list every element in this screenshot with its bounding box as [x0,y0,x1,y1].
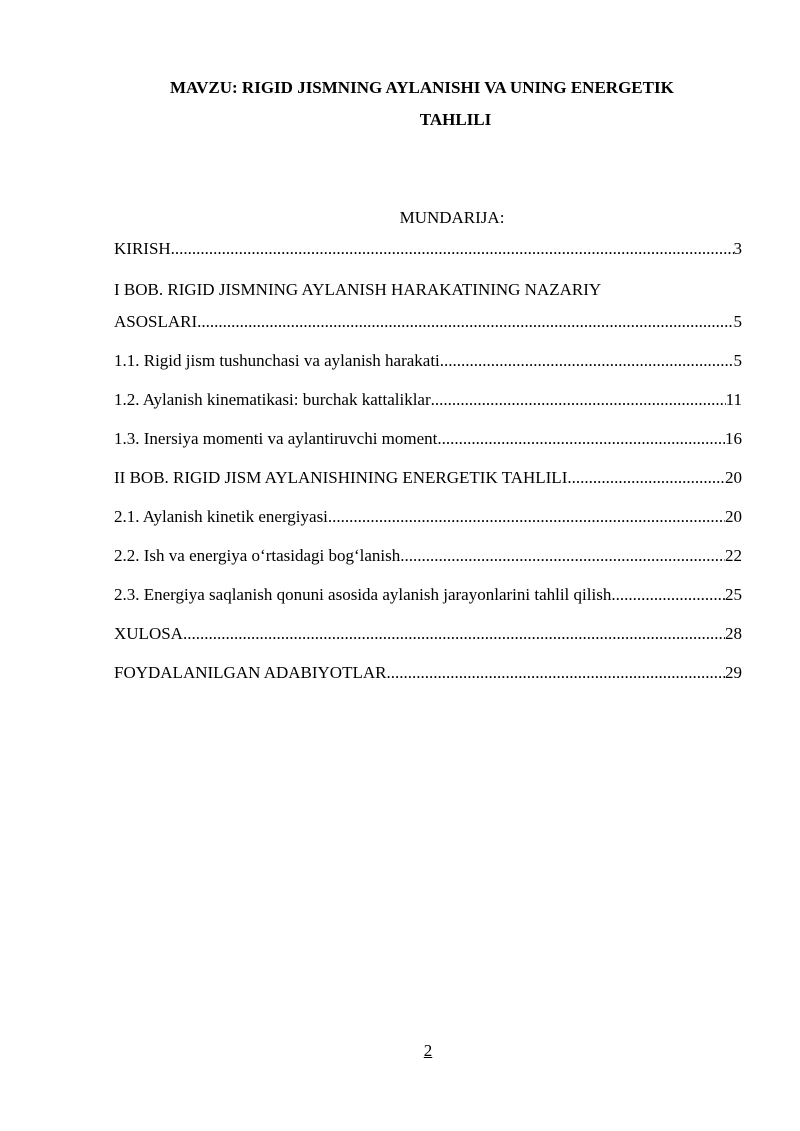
toc-dot-leader [567,467,725,489]
toc-entry-label: FOYDALANILGAN ADABIYOTLAR [114,663,387,682]
toc-entry-chapter-1-line-1[interactable]: I BOB. RIGID JISMNING AYLANISH HARAKATINING NAZARIY [114,280,602,299]
toc-entry-page: 25 [725,585,742,604]
toc-entry-page: 5 [733,312,742,331]
toc-entry-label: KIRISH [114,239,171,258]
toc-entry-label: XULOSA [114,624,183,643]
toc-dot-leader [386,662,725,684]
toc-entry-1-2[interactable] [114,389,742,411]
toc-entry-adabiyotlar[interactable] [114,662,742,684]
toc-entry-chapter-1[interactable] [114,311,742,333]
toc-entry-page: 11 [725,390,742,409]
toc-dot-leader [183,623,725,645]
toc-dot-leader [328,506,725,528]
toc-entry-2-2[interactable] [114,545,742,567]
document-title-line-1: MAVZU: RIGID JISMNING AYLANISHI VA UNING ENERGETIK [170,78,674,97]
toc-dot-leader [440,350,734,372]
toc-entry-page: 28 [725,624,742,643]
toc-entry-1-3[interactable] [114,428,742,450]
toc-entry-page: 16 [725,429,742,448]
toc-entry-xulosa[interactable] [114,623,742,645]
toc-entry-page: 20 [725,507,742,526]
toc-entry-kirish[interactable] [114,238,742,260]
toc-heading: MUNDARIJA: [399,208,505,227]
toc-entry-label: 1.2. Aylanish kinematikasi: burchak kattaliklar [114,390,431,409]
toc-entry-page: 22 [725,546,742,565]
toc-entry-label: 2.3. Energiya saqlanish qonuni asosida aylanish jarayonlarini tahlil qilish [114,585,612,604]
toc-entry-chapter-2[interactable] [114,467,742,489]
toc-dot-leader [437,428,725,450]
toc-entry-page: 5 [733,351,742,370]
toc-entry-page: 3 [733,239,742,258]
toc-entry-label: 2.1. Aylanish kinetik energiyasi [114,507,328,526]
toc-entry-label: II BOB. RIGID JISM AYLANISHINING ENERGETIK TAHLILI [114,468,568,487]
toc-dot-leader [431,389,726,411]
toc-entry-2-3[interactable] [114,584,742,606]
toc-dot-leader [197,311,733,333]
toc-dot-leader [171,238,734,260]
toc-entry-label: 1.3. Inersiya momenti va aylantiruvchi moment [114,429,438,448]
toc-entry-label: ASOSLARI [114,312,198,331]
toc-entry-label: 1.1. Rigid jism tushunchasi va aylanish harakati [114,351,440,370]
toc-entry-page: 29 [725,663,742,682]
page-number: 2 [423,1041,433,1060]
toc-dot-leader [400,545,725,567]
document-title-line-2: TAHLILI [419,110,492,129]
toc-entry-label: 2.2. Ish va energiya o‘rtasidagi bog‘lanish [114,546,401,565]
toc-dot-leader [611,584,725,606]
toc-entry-page: 20 [725,468,742,487]
toc-entry-1-1[interactable] [114,350,742,372]
toc-entry-2-1[interactable] [114,506,742,528]
